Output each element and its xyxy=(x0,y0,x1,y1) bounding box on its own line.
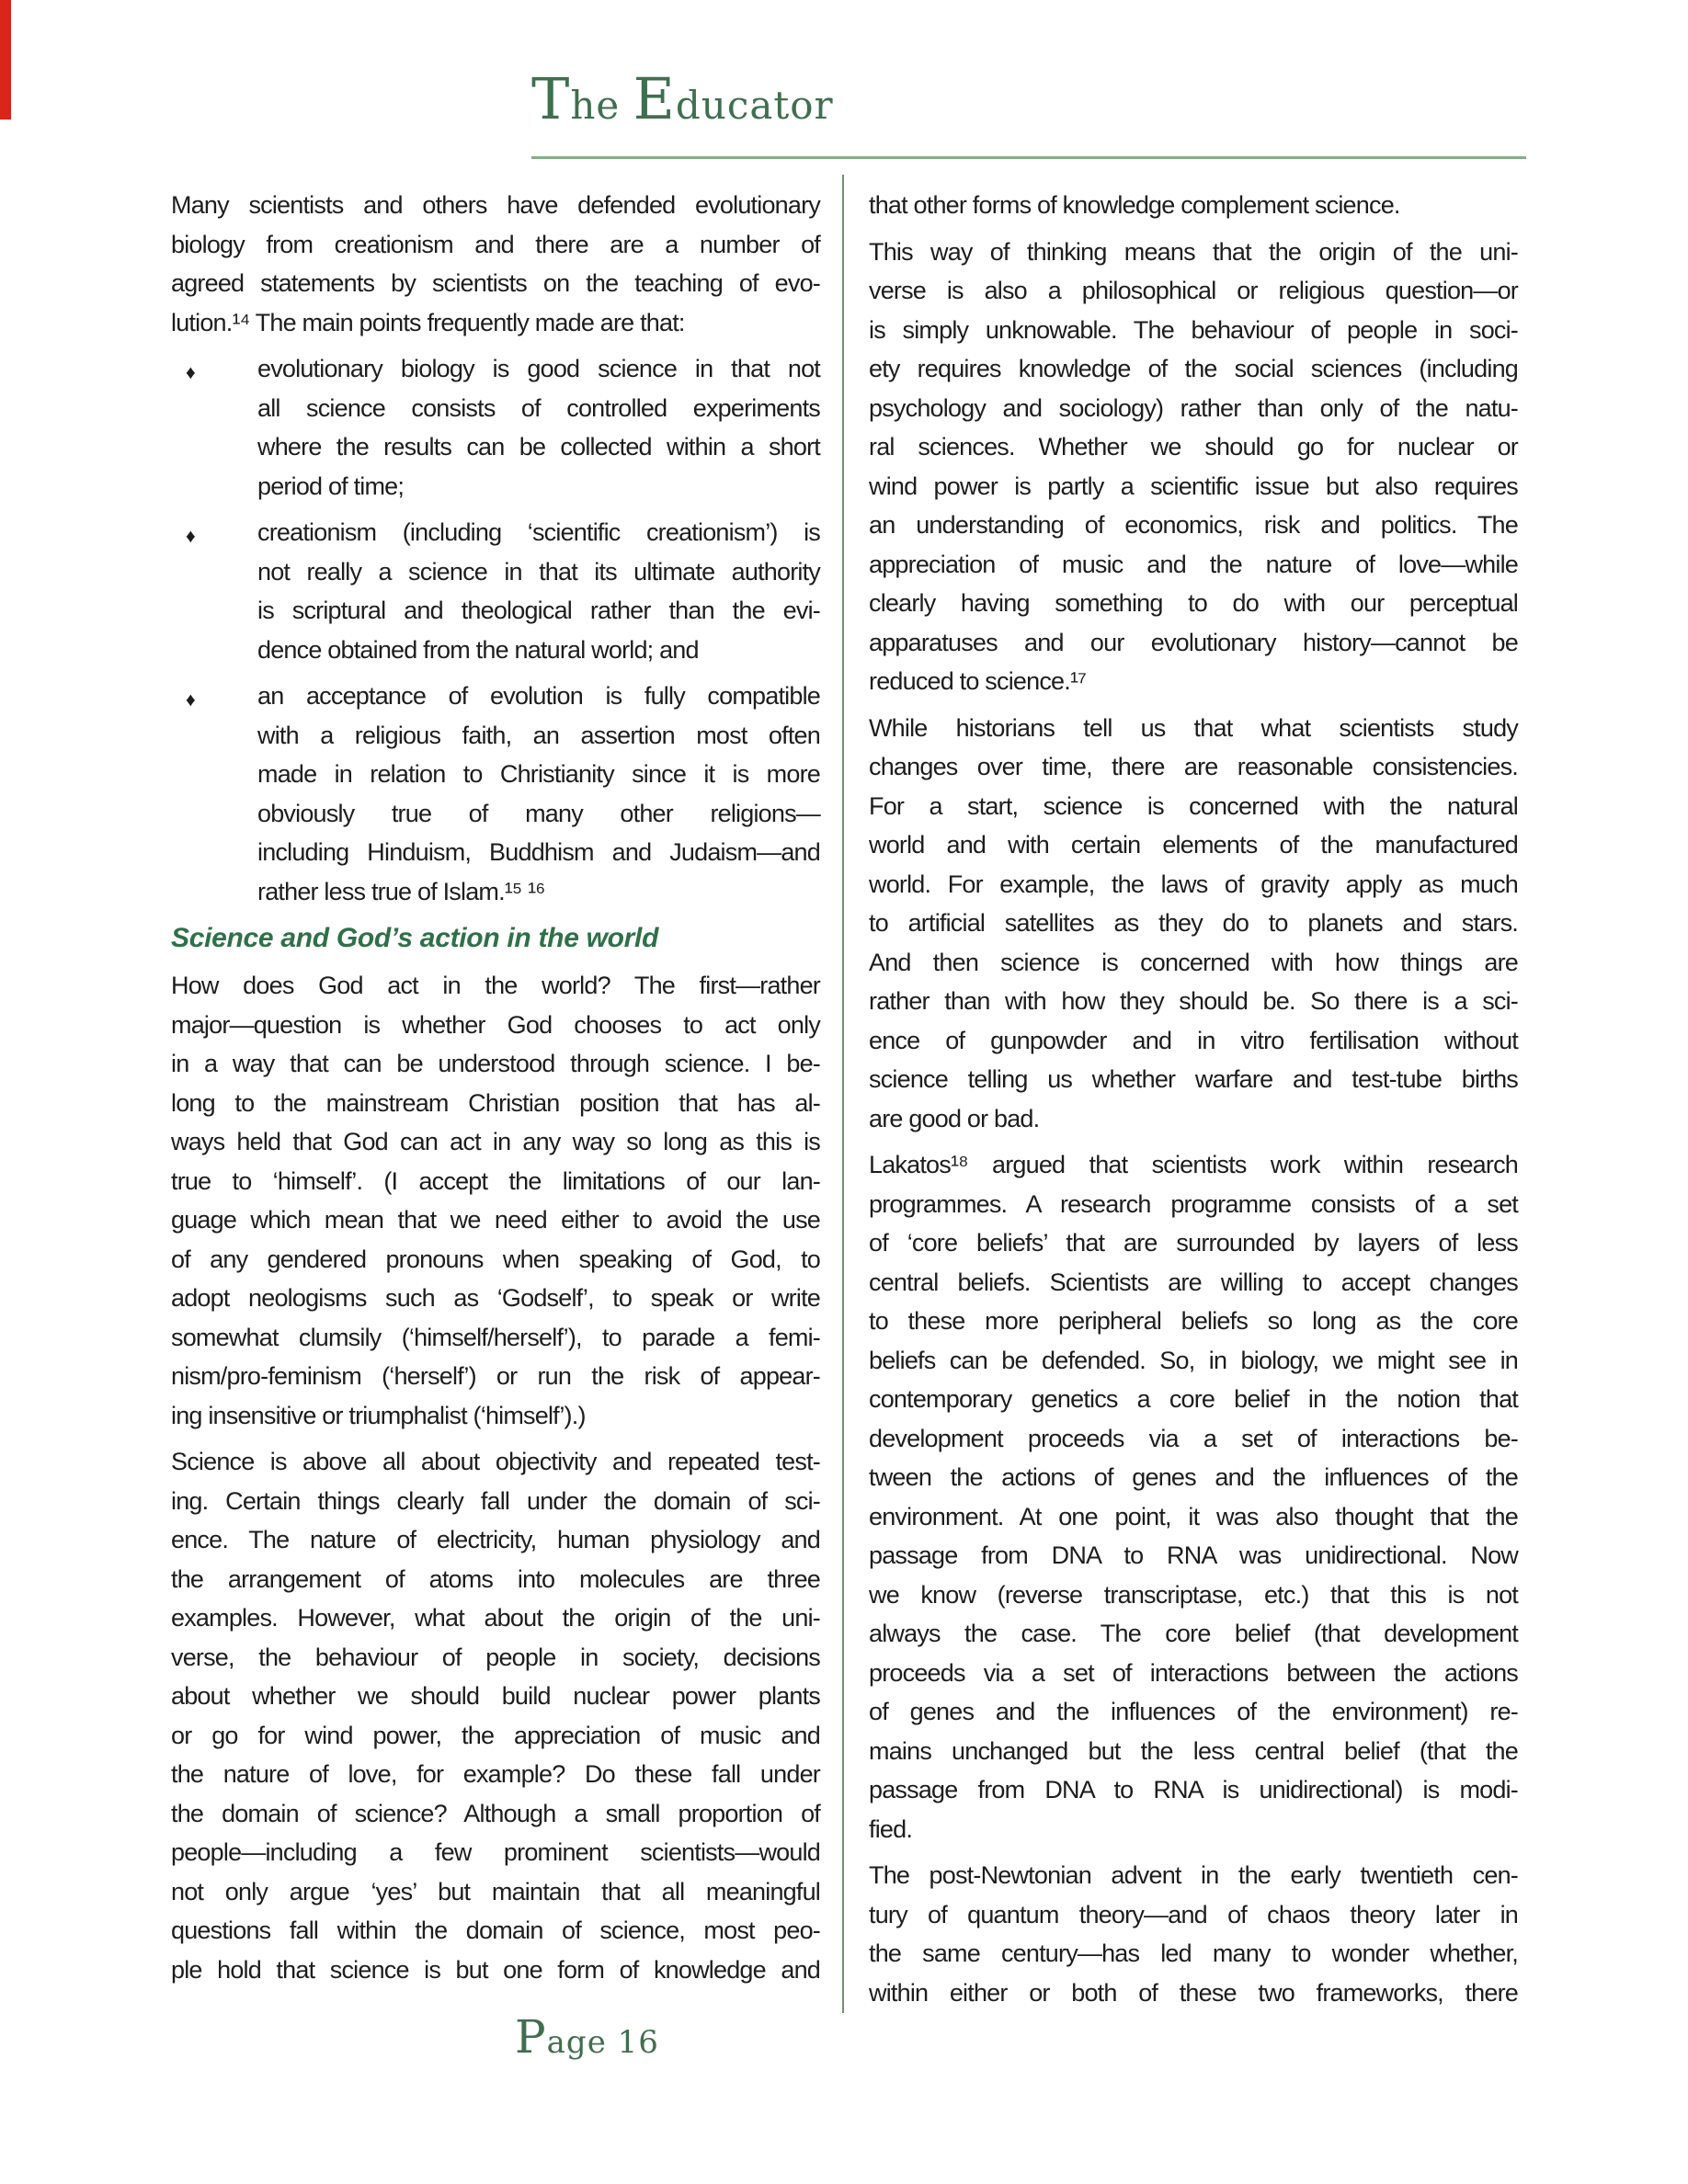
diamond-bullet-icon: ♦ xyxy=(186,689,196,711)
section-heading: Science and God’s action in the world xyxy=(171,923,659,953)
paragraph-intro: Many scientists and others have defended evolutionary biology from creationism and there are a number of agreed statements by scientists on the teaching of evo- lution.¹⁴ The main points frequently made are that: xyxy=(171,191,820,336)
left-column xyxy=(171,186,820,1996)
bullet-item xyxy=(171,677,820,911)
paragraph-complement: that other forms of knowledge complement science. xyxy=(869,191,1400,219)
bullet-item xyxy=(171,349,820,506)
masthead-title: The Educator xyxy=(531,65,834,132)
red-bookmark-mark xyxy=(0,0,11,119)
right-column xyxy=(869,186,1518,2019)
bullet-text-good-science: evolutionary biology is good science in that not all science consists of controlled experiments where the results can be collected within a short period of time; xyxy=(257,355,820,500)
diamond-bullet-icon: ♦ xyxy=(186,362,196,383)
bullet-item xyxy=(171,513,820,669)
paragraph-lakatos: Lakatos¹⁸ argued that scientists work within research programmes. A research programme consists of a set of ‘core beliefs’ that are surrounded by layers of less central beliefs. Scientists are willing to accept changes to these more peripheral beliefs so long as the core beliefs can be defended. So, in biology, we might see in contemporary genetics a core belief in the notion that development proceeds via a set of interactions be- tween the actions of genes and the influences of the environment. At one point, it was also thought that the passage from DNA to RNA was unidirectional. Now we know (reverse transcriptase, etc.) that this is not always the case. The core belief (that development proceeds via a set of interactions between the actions of genes and the influences of the environment) re- mains unchanged but the less central belief (that the passage from DNA to RNA is unidirectional) is modi- fied. xyxy=(869,1151,1518,1843)
diamond-bullet-icon: ♦ xyxy=(186,526,196,547)
masthead-rule xyxy=(531,156,1526,159)
paragraph-post-newtonian: The post-Newtonian advent in the early twentieth cen- tury of quantum theory—and of chaos theory later in the same century—has led many to wonder whether, within either or both of these two frameworks, there xyxy=(869,1861,1518,2007)
paragraph-historians: While historians tell us that what scientists study changes over time, there are reasonable consistencies. For a start, science is concerned with the natural world and with certain elements of the manufactured world. For example, the laws of gravity apply as much to artificial satellites as they do to planets and stars. And then science is concerned with how things are rather than with how they should be. So there is a sci- ence of gunpowder and in vitro fertilisation without science telling us whether warfare and test-tube births are good or bad. xyxy=(869,713,1518,1132)
column-divider xyxy=(842,175,844,2013)
bullet-text-creationism: creationism (including ‘scientific creationism’) is not really a science in that its ultimate authority is scriptural and theological rather than the evi- dence obtained from the natural world; and xyxy=(257,518,820,664)
paragraph-science-domain: Science is above all about objectivity and repeated test- ing. Certain things clearly fall under the domain of sci- ence. The nature of electricity, human physiology and the arrangement of atoms into molecules are three examples. However, what about the origin of the uni- verse, the behaviour of people in society, decisions about whether we should build nuclear power plants or go for wind power, the appreciation of music and the nature of love, for example? Do these fall under the domain of science? Although a small proportion of people—including a few prominent scientists—would not only argue ‘yes’ but maintain that all meaningful questions fall within the domain of science, most peo- ple hold that science is but one form of knowledge and xyxy=(171,1448,820,1984)
paragraph-god-action: How does God act in the world? The first—rather major—question is whether God chooses to act only in a way that can be understood through science. I be- long to the mainstream Christian position that has al- ways held that God can act in any way so long as this is true to ‘himself’. (I accept the limitations of our lan- guage which mean that we need either to avoid the use of any gendered pronouns when speaking of God, to adopt neologisms such as ‘Godself’, to speak or write somewhat clumsily (‘himself/herself’), to parade a femi- nism/pro-feminism (‘herself’) or run the risk of appear- ing insensitive or triumphalist (‘himself’).) xyxy=(171,972,820,1429)
paragraph-way-of-thinking: This way of thinking means that the origin of the uni- verse is also a philosophical or religious question—or is simply unknowable. The behaviour of people in soci- ety requires knowledge of the social sciences (including psychology and sociology) rather than only of the natu- ral sciences. Whether we should go for nuclear or wind power is partly a scientific issue but also requires an understanding of economics, risk and politics. The appreciation of music and the nature of love—while clearly having something to do with our perceptual apparatuses and our evolutionary history—cannot be reduced to science.¹⁷ xyxy=(869,237,1518,695)
bullet-text-acceptance: an acceptance of evolution is fully compatible with a religious faith, an assertion most often made in relation to Christianity since it is more obviously true of many other religions— including Hinduism, Buddhism and Judaism—and rather less true of Islam.¹⁵ ¹⁶ xyxy=(257,682,820,905)
page-number: Page 16 xyxy=(515,2010,659,2064)
